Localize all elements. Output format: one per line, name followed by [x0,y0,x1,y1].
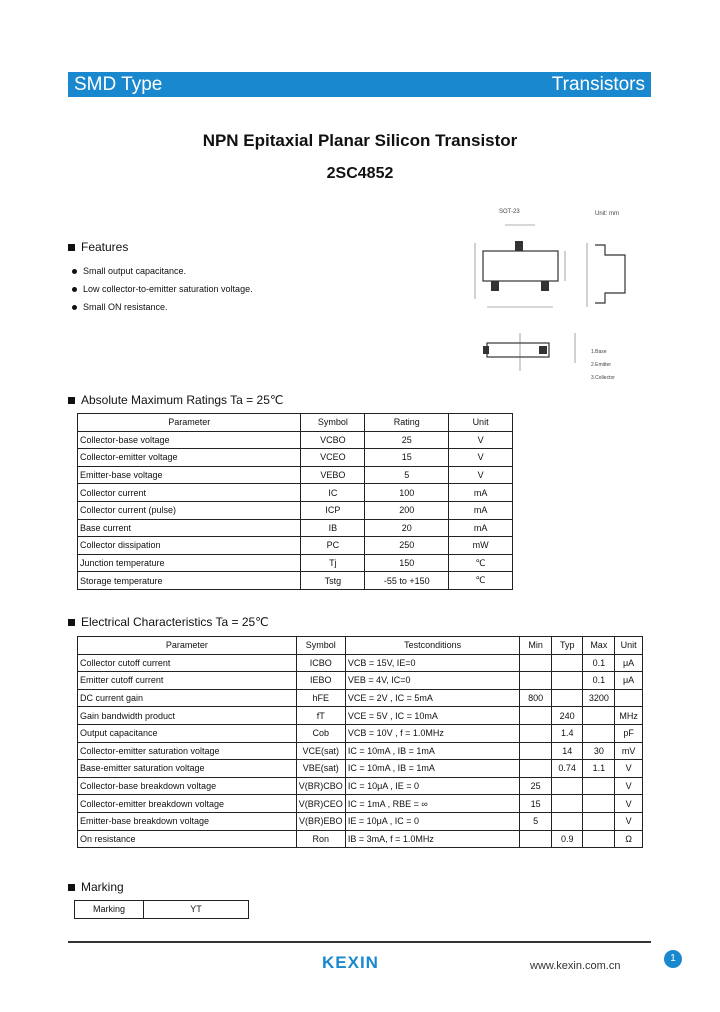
square-bullet-icon [68,244,75,251]
column-header: Min [520,637,551,655]
table-cell: V(BR)EBO [296,812,345,830]
table-cell: Ron [296,830,345,848]
table-cell: V [615,777,643,795]
table-cell: Collector-emitter voltage [78,449,301,467]
table-cell: VCE = 5V , IC = 10mA [345,707,520,725]
table-row [78,795,643,813]
table-cell [583,812,615,830]
table-cell [520,742,551,760]
table-cell: Cob [296,724,345,742]
table-row [78,724,643,742]
marking-heading [68,880,124,894]
table-cell: μA [615,672,643,690]
table-cell: ICBO [296,654,345,672]
table-cell: V [615,812,643,830]
table-cell: μA [615,654,643,672]
table-row [78,672,643,690]
table-cell: hFE [296,689,345,707]
abs-max-heading-text: Absolute Maximum Ratings Ta = 25℃ [81,393,284,407]
square-bullet-icon [68,619,75,626]
table-cell [520,760,551,778]
features-list [72,262,253,316]
table-cell: ℃ [449,572,513,590]
table-cell: V [449,466,513,484]
table-row [78,689,643,707]
table-row [78,537,513,555]
table-cell: pF [615,724,643,742]
table-cell [615,689,643,707]
table-cell: Collector-base breakdown voltage [78,777,297,795]
table-cell: ICP [301,501,365,519]
table-cell: Emitter-base breakdown voltage [78,812,297,830]
column-header: Unit [449,414,513,432]
pin-label: 2.Emitter [591,362,612,368]
table-cell: mA [449,501,513,519]
table-cell: 800 [520,689,551,707]
column-header: Max [583,637,615,655]
table-row [78,519,513,537]
features-heading [68,240,128,254]
marking-heading-text: Marking [81,880,124,894]
table-cell: VCEO [301,449,365,467]
table-cell: DC current gain [78,689,297,707]
package-unit: Unit: mm [595,211,619,217]
table-cell: -55 to +150 [365,572,449,590]
table-row [78,742,643,760]
table-cell: IC = 10μA , IE = 0 [345,777,520,795]
table-cell: IC = 10mA , IB = 1mA [345,742,520,760]
pin-2 [541,281,549,291]
table-cell: VEB = 4V, IC=0 [345,672,520,690]
pin-1 [491,281,499,291]
elec-table [77,636,643,848]
table-cell: V [449,449,513,467]
column-header: Symbol [301,414,365,432]
column-header: Parameter [78,637,297,655]
table-cell: 250 [365,537,449,555]
column-header: Symbol [296,637,345,655]
table-header-row [78,637,643,655]
table-row [78,654,643,672]
table-cell: 1.1 [583,760,615,778]
table-cell: Base-emitter saturation voltage [78,760,297,778]
table-row [78,572,513,590]
table-cell [551,795,583,813]
header-left: SMD Type [74,74,163,95]
header-banner [68,72,651,97]
table-cell: VCBO [301,431,365,449]
table-cell [520,707,551,725]
table-cell: V [615,795,643,813]
table-cell: IB [301,519,365,537]
table-cell: Collector-emitter breakdown voltage [78,795,297,813]
table-cell: 240 [551,707,583,725]
package-top-view [483,251,558,281]
feature-text: Low collector-to-emitter saturation voltage. [83,284,253,294]
table-cell [520,654,551,672]
column-header: Typ [551,637,583,655]
table-cell: VCB = 10V , f = 1.0MHz [345,724,520,742]
table-cell: VCB = 15V, IE=0 [345,654,520,672]
table-cell: mA [449,484,513,502]
table-cell: VEBO [301,466,365,484]
table-cell [583,724,615,742]
table-row [78,501,513,519]
bullet-dot-icon [72,287,77,292]
table-cell: Storage temperature [78,572,301,590]
table-cell: 0.9 [551,830,583,848]
table-header-row [78,414,513,432]
package-name: SOT-23 [499,209,520,215]
table-cell: Tstg [301,572,365,590]
package-side-view [595,245,625,303]
marking-table [74,900,249,919]
table-cell: Ω [615,830,643,848]
table-cell: Collector current (pulse) [78,501,301,519]
pin-label: 1.Base [591,349,607,355]
table-row [78,449,513,467]
table-cell: On resistance [78,830,297,848]
table-row [78,554,513,572]
table-cell: PC [301,537,365,555]
table-cell [520,672,551,690]
table-cell: V [615,760,643,778]
table-cell: Emitter cutoff current [78,672,297,690]
abs-max-table [77,413,513,590]
table-row [78,707,643,725]
table-cell: V(BR)CBO [296,777,345,795]
table-cell [583,795,615,813]
table-row [78,431,513,449]
table-cell: MHz [615,707,643,725]
table-cell: Output capacitance [78,724,297,742]
table-cell: 100 [365,484,449,502]
table-cell: ℃ [449,554,513,572]
bullet-dot-icon [72,305,77,310]
table-cell: fT [296,707,345,725]
list-item [72,262,253,280]
website-link[interactable]: www.kexin.com.cn [530,960,621,972]
column-header: Testconditions [345,637,520,655]
table-cell [551,672,583,690]
table-row [78,484,513,502]
table-cell: 20 [365,519,449,537]
table-cell: V(BR)CEO [296,795,345,813]
table-cell: Collector current [78,484,301,502]
table-cell: mW [449,537,513,555]
elec-heading-text: Electrical Characteristics Ta = 25℃ [81,615,269,629]
table-row [78,812,643,830]
table-cell: Junction temperature [78,554,301,572]
table-cell: 30 [583,742,615,760]
marking-value: YT [144,901,249,919]
table-cell [551,777,583,795]
table-cell [551,812,583,830]
table-cell: 0.1 [583,654,615,672]
table-row [78,777,643,795]
part-number: 2SC4852 [326,165,394,182]
table-cell: IC = 1mA , RBE = ∞ [345,795,520,813]
square-bullet-icon [68,884,75,891]
table-cell: 5 [520,812,551,830]
elec-heading [68,615,269,629]
page-title: NPN Epitaxial Planar Silicon Transistor [202,131,518,150]
features-heading-text: Features [81,240,129,254]
abs-max-table-body [78,431,513,589]
table-cell: 25 [365,431,449,449]
header-right: Transistors [551,74,645,95]
list-item [72,280,253,298]
footer-divider [68,941,651,943]
table-row [78,760,643,778]
table-cell: Collector dissipation [78,537,301,555]
table-row [75,901,249,919]
table-cell: 15 [365,449,449,467]
table-cell: 0.1 [583,672,615,690]
table-cell: VCE(sat) [296,742,345,760]
table-cell: Collector-base voltage [78,431,301,449]
table-cell: IC = 10mA , IB = 1mA [345,760,520,778]
column-header: Unit [615,637,643,655]
table-cell [520,830,551,848]
table-cell [583,777,615,795]
page-number: 1 [664,950,682,968]
table-cell: 15 [520,795,551,813]
elec-table-body [78,654,643,848]
feature-text: Small ON resistance. [83,302,168,312]
table-cell: 3200 [583,689,615,707]
column-header: Parameter [78,414,301,432]
abs-max-heading [68,393,283,407]
table-cell: 200 [365,501,449,519]
table-cell: IC [301,484,365,502]
pin-3 [515,241,523,251]
table-cell: Collector cutoff current [78,654,297,672]
table-cell: IEBO [296,672,345,690]
table-cell: VBE(sat) [296,760,345,778]
table-cell: Base current [78,519,301,537]
table-row [78,830,643,848]
column-header: Rating [365,414,449,432]
bullet-dot-icon [72,269,77,274]
package-outline-drawing [465,203,665,393]
table-cell: IE = 10μA , IC = 0 [345,812,520,830]
table-cell: mA [449,519,513,537]
marking-label: Marking [75,901,144,919]
table-cell: 0.74 [551,760,583,778]
table-cell: 1.4 [551,724,583,742]
table-cell: Emitter-base voltage [78,466,301,484]
table-cell: 25 [520,777,551,795]
table-cell [583,707,615,725]
table-cell: 5 [365,466,449,484]
table-cell: V [449,431,513,449]
table-cell [583,830,615,848]
table-cell: VCE = 2V , IC = 5mA [345,689,520,707]
table-cell [551,689,583,707]
table-cell [551,654,583,672]
pin-label: 3.Collector [591,375,615,381]
feature-text: Small output capacitance. [83,266,187,276]
table-cell: Collector-emitter saturation voltage [78,742,297,760]
list-item [72,298,253,316]
square-bullet-icon [68,397,75,404]
table-cell: Tj [301,554,365,572]
table-cell: mV [615,742,643,760]
table-row [78,466,513,484]
table-cell: Gain bandwidth product [78,707,297,725]
kexin-logo: KEXIN [322,953,379,972]
table-cell: 14 [551,742,583,760]
table-cell: IB = 3mA, f = 1.0MHz [345,830,520,848]
table-cell [520,724,551,742]
table-cell: 150 [365,554,449,572]
